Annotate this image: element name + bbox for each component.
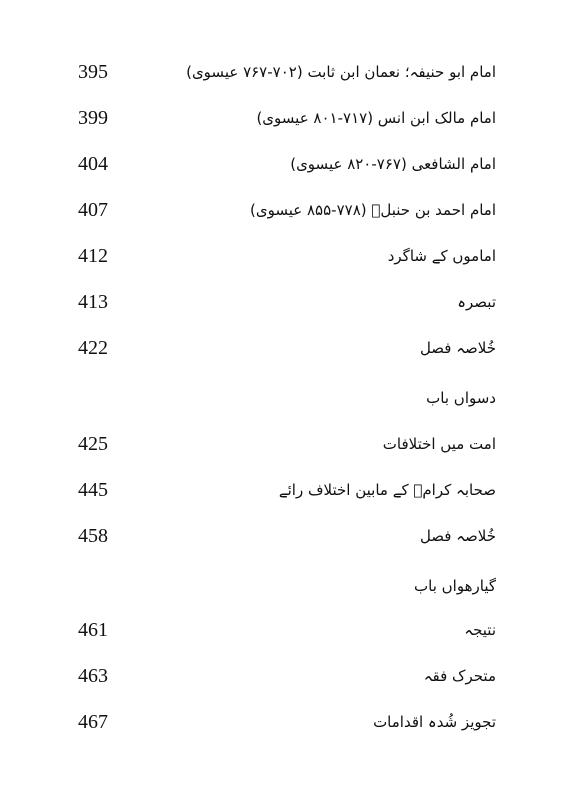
toc-page-number: 407 — [78, 199, 108, 221]
toc-entry — [0, 472, 570, 508]
toc-entry — [0, 518, 570, 554]
toc-page-number: 463 — [78, 665, 108, 687]
toc-entry-title: صحابہ کرامؓ کے مابین اختلاف رائے — [278, 481, 496, 499]
toc-entry-title: امت میں اختلافات — [382, 435, 496, 453]
toc-entry — [0, 658, 570, 694]
toc-page-number: 395 — [78, 61, 108, 83]
toc-page-number: 413 — [78, 291, 108, 313]
toc-entry-title: امام مالک ابن انس (۷۱۷-۸۰۱ عیسوی) — [256, 109, 496, 127]
toc-entry — [0, 100, 570, 136]
toc-entry-title: گیارھواں باب — [414, 577, 496, 595]
toc-entry-title: تجویز شُدہ اقدامات — [373, 713, 496, 731]
toc-entry-title: امام الشافعی (۷۶۷-۸۲۰ عیسوی) — [290, 155, 496, 173]
toc-page-number: 458 — [78, 525, 108, 547]
toc-entry-title: خُلاصہ فصل — [419, 527, 496, 545]
toc-entry-title: امام ابو حنیفہ؛ نعمان ابن ثابت (۷۰۲-۷۶۷ عیسوی) — [186, 63, 496, 81]
toc-entry-title: دسواں باب — [426, 389, 496, 407]
toc-page-number: 461 — [78, 619, 108, 641]
toc-entry — [0, 426, 570, 462]
toc-entry — [0, 612, 570, 648]
toc-page-number: 425 — [78, 433, 108, 455]
toc-entry-title: متحرک فقہ — [423, 667, 496, 685]
toc-entry — [0, 704, 570, 740]
toc-page-number: 404 — [78, 153, 108, 175]
toc-chapter-heading — [0, 380, 570, 416]
toc-entry-title: تبصرہ — [457, 293, 496, 311]
toc-page-number: 467 — [78, 711, 108, 733]
toc-entry-title: اماموں کے شاگرد — [387, 247, 496, 265]
toc-entry — [0, 54, 570, 90]
toc-page-number: 422 — [78, 337, 108, 359]
toc-entry-title: نتیجہ — [464, 621, 496, 639]
toc-entry — [0, 238, 570, 274]
toc-page-number: 399 — [78, 107, 108, 129]
toc-entry — [0, 146, 570, 182]
toc-entry — [0, 284, 570, 320]
toc-entry — [0, 192, 570, 228]
toc-entry — [0, 330, 570, 366]
toc-page-number: 412 — [78, 245, 108, 267]
toc-chapter-heading — [0, 568, 570, 604]
toc-page-number: 445 — [78, 479, 108, 501]
toc-entry-title: خُلاصہ فصل — [419, 339, 496, 357]
toc-entry-title: امام احمد بن حنبلؒ (۷۷۸-۸۵۵ عیسوی) — [250, 201, 496, 219]
